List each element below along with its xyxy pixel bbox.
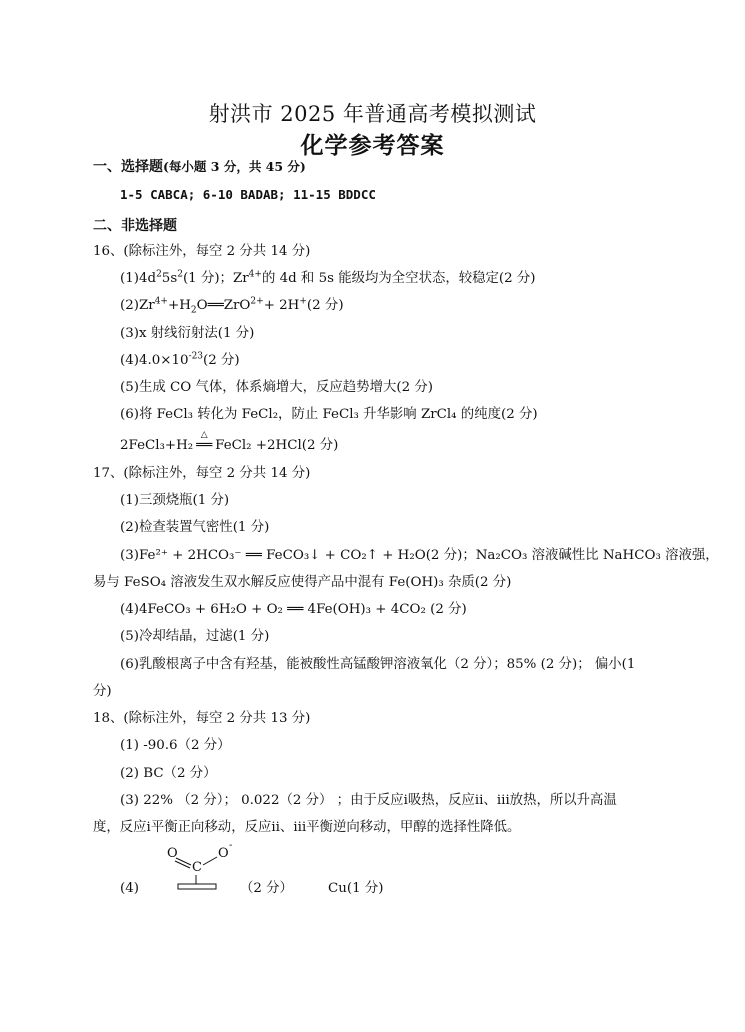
q17-answer-3-cont: 易与 FeSO₄ 溶液发生双水解反应使得产品中混有 Fe(OH)₃ 杂质(2 分) xyxy=(93,575,512,590)
double-bond-line-1 xyxy=(176,858,191,865)
q16-a4-tail: (2 分) xyxy=(203,353,240,368)
carbon-label: C xyxy=(192,860,202,875)
q16-answer-1: $(1)4d^25s^2(1$ 分)；$Zr^{4+}$的 4d 和 5s 能级均为全空状态，较稳定(2 分) xyxy=(120,269,536,286)
oxygen-left-label: O xyxy=(167,846,178,861)
q16-eq-left: 2FeCl₃+H₂ xyxy=(120,438,194,453)
formate-structure-diagram xyxy=(162,842,232,897)
q16-answer-4: $(4)4.0\times 10^{-23}(2$ 分) xyxy=(120,351,240,368)
q18-answer-3-cont: 度，反应ⅰ平衡正向移动，反应ⅱ、ⅲ平衡逆向移动，甲醇的选择性降低。 xyxy=(93,820,521,835)
q16-a2-tail: (2 分) xyxy=(306,298,344,313)
q17-answer-4: (4)4FeCO₃ + 6H₂O + O₂ ══ 4Fe(OH)₃ + 4CO₂ (2 分) xyxy=(120,602,467,617)
section-1-title: 一、选择题 xyxy=(93,159,163,175)
document-subtitle: 化学参考答案 xyxy=(300,132,445,159)
oxygen-right-label: O xyxy=(218,846,229,861)
q18-answer-2: (2) BC（2 分） xyxy=(120,766,217,781)
q18-answer-4-cu: Cu(1 分) xyxy=(328,881,384,896)
q18-answer-4-score: （2 分） xyxy=(240,881,293,896)
section-1-note: (每小题 3 分，共 45 分) xyxy=(163,159,306,174)
q16-answer-3: (3)x 射线衍射法(1 分) xyxy=(120,326,255,341)
q16-heading: 16、(除标注外，每空 2 分共 14 分) xyxy=(93,244,311,259)
heat-symbol: △ xyxy=(200,430,208,440)
q16-a1-post: (1 分)；Zr xyxy=(182,271,249,286)
double-bond-line-2 xyxy=(175,861,190,868)
q17-answer-6: (6)乳酸根离子中含有羟基，能被酸性高锰酸钾溶液氧化（2 分）；85% (2 分)； 偏小(1 xyxy=(120,657,636,672)
section-1-answers: 1-5 CABCA; 6-10 BADAB; 11-15 BDDCC xyxy=(120,187,376,202)
document-title: 射洪市 2025 年普通高考模拟测试 xyxy=(208,102,537,126)
q18-heading: 18、(除标注外，每空 2 分共 13 分) xyxy=(93,711,311,726)
q16-eq-arrow: △ ══ xyxy=(193,437,215,455)
q17-answer-6-cont: 分) xyxy=(93,684,112,699)
q17-answer-2: (2)检查装置气密性(1 分) xyxy=(120,520,270,535)
q18-answer-3: (3) 22% （2 分）； 0.022（2 分） ；由于反应ⅰ吸热，反应ⅱ、ⅲ放热，所以升高温 xyxy=(120,793,617,808)
q17-answer-1: (1)三颈烧瓶(1 分) xyxy=(120,493,230,508)
q18-answer-4-label: (4) xyxy=(120,881,139,896)
q16-answer-2: $(2)Zr^{4+}+H_2O══ZrO^{2+}+ 2H^+(2$ 分) xyxy=(120,296,344,316)
q16-a4-pre: (4)4.0×10 xyxy=(120,353,189,368)
q17-answer-3: (3)Fe²⁺ + 2HCO₃⁻ ══ FeCO₃↓ + CO₂↑ + H₂O(2 分)；Na₂CO₃ 溶液碱性比 NaHCO₃ 溶液强， xyxy=(120,548,719,563)
q17-answer-5: (5)冷却结晶，过滤(1 分) xyxy=(120,629,270,644)
q16-a2-mid: +H xyxy=(167,298,191,313)
q16-answer-6-equation xyxy=(120,430,339,455)
q18-answer-1: (1) -90.6（2 分） xyxy=(120,738,231,753)
q16-a2-mid2: O══ZrO xyxy=(196,298,251,313)
q16-a1-tail: 的 4d 和 5s 能级均为全空状态，较稳定(2 分) xyxy=(261,271,536,286)
q16-a2-mid3: + 2H xyxy=(263,298,300,313)
q16-a1-pre: (1)4d xyxy=(120,271,157,286)
section-1-heading xyxy=(93,156,306,176)
bond-lines xyxy=(162,842,232,897)
q17-heading: 17、(除标注外，每空 2 分共 14 分) xyxy=(93,466,311,481)
negative-charge-label: - xyxy=(229,840,233,851)
single-bond-line xyxy=(203,857,217,865)
q16-a2-pre: (2)Zr xyxy=(120,298,155,313)
q16-answer-6: (6)将 FeCl₃ 转化为 FeCl₂，防止 FeCl₃ 升华影响 ZrCl₄ 的纯度(2 分) xyxy=(120,407,538,422)
q16-answer-5: (5)生成 CO 气体，体系熵增大，反应趋势增大(2 分) xyxy=(120,380,433,395)
section-2-heading: 二、非选择题 xyxy=(93,218,177,234)
q16-eq-right: FeCl₂ +2HCl(2 分) xyxy=(215,438,339,453)
catalyst-surface xyxy=(178,884,216,889)
